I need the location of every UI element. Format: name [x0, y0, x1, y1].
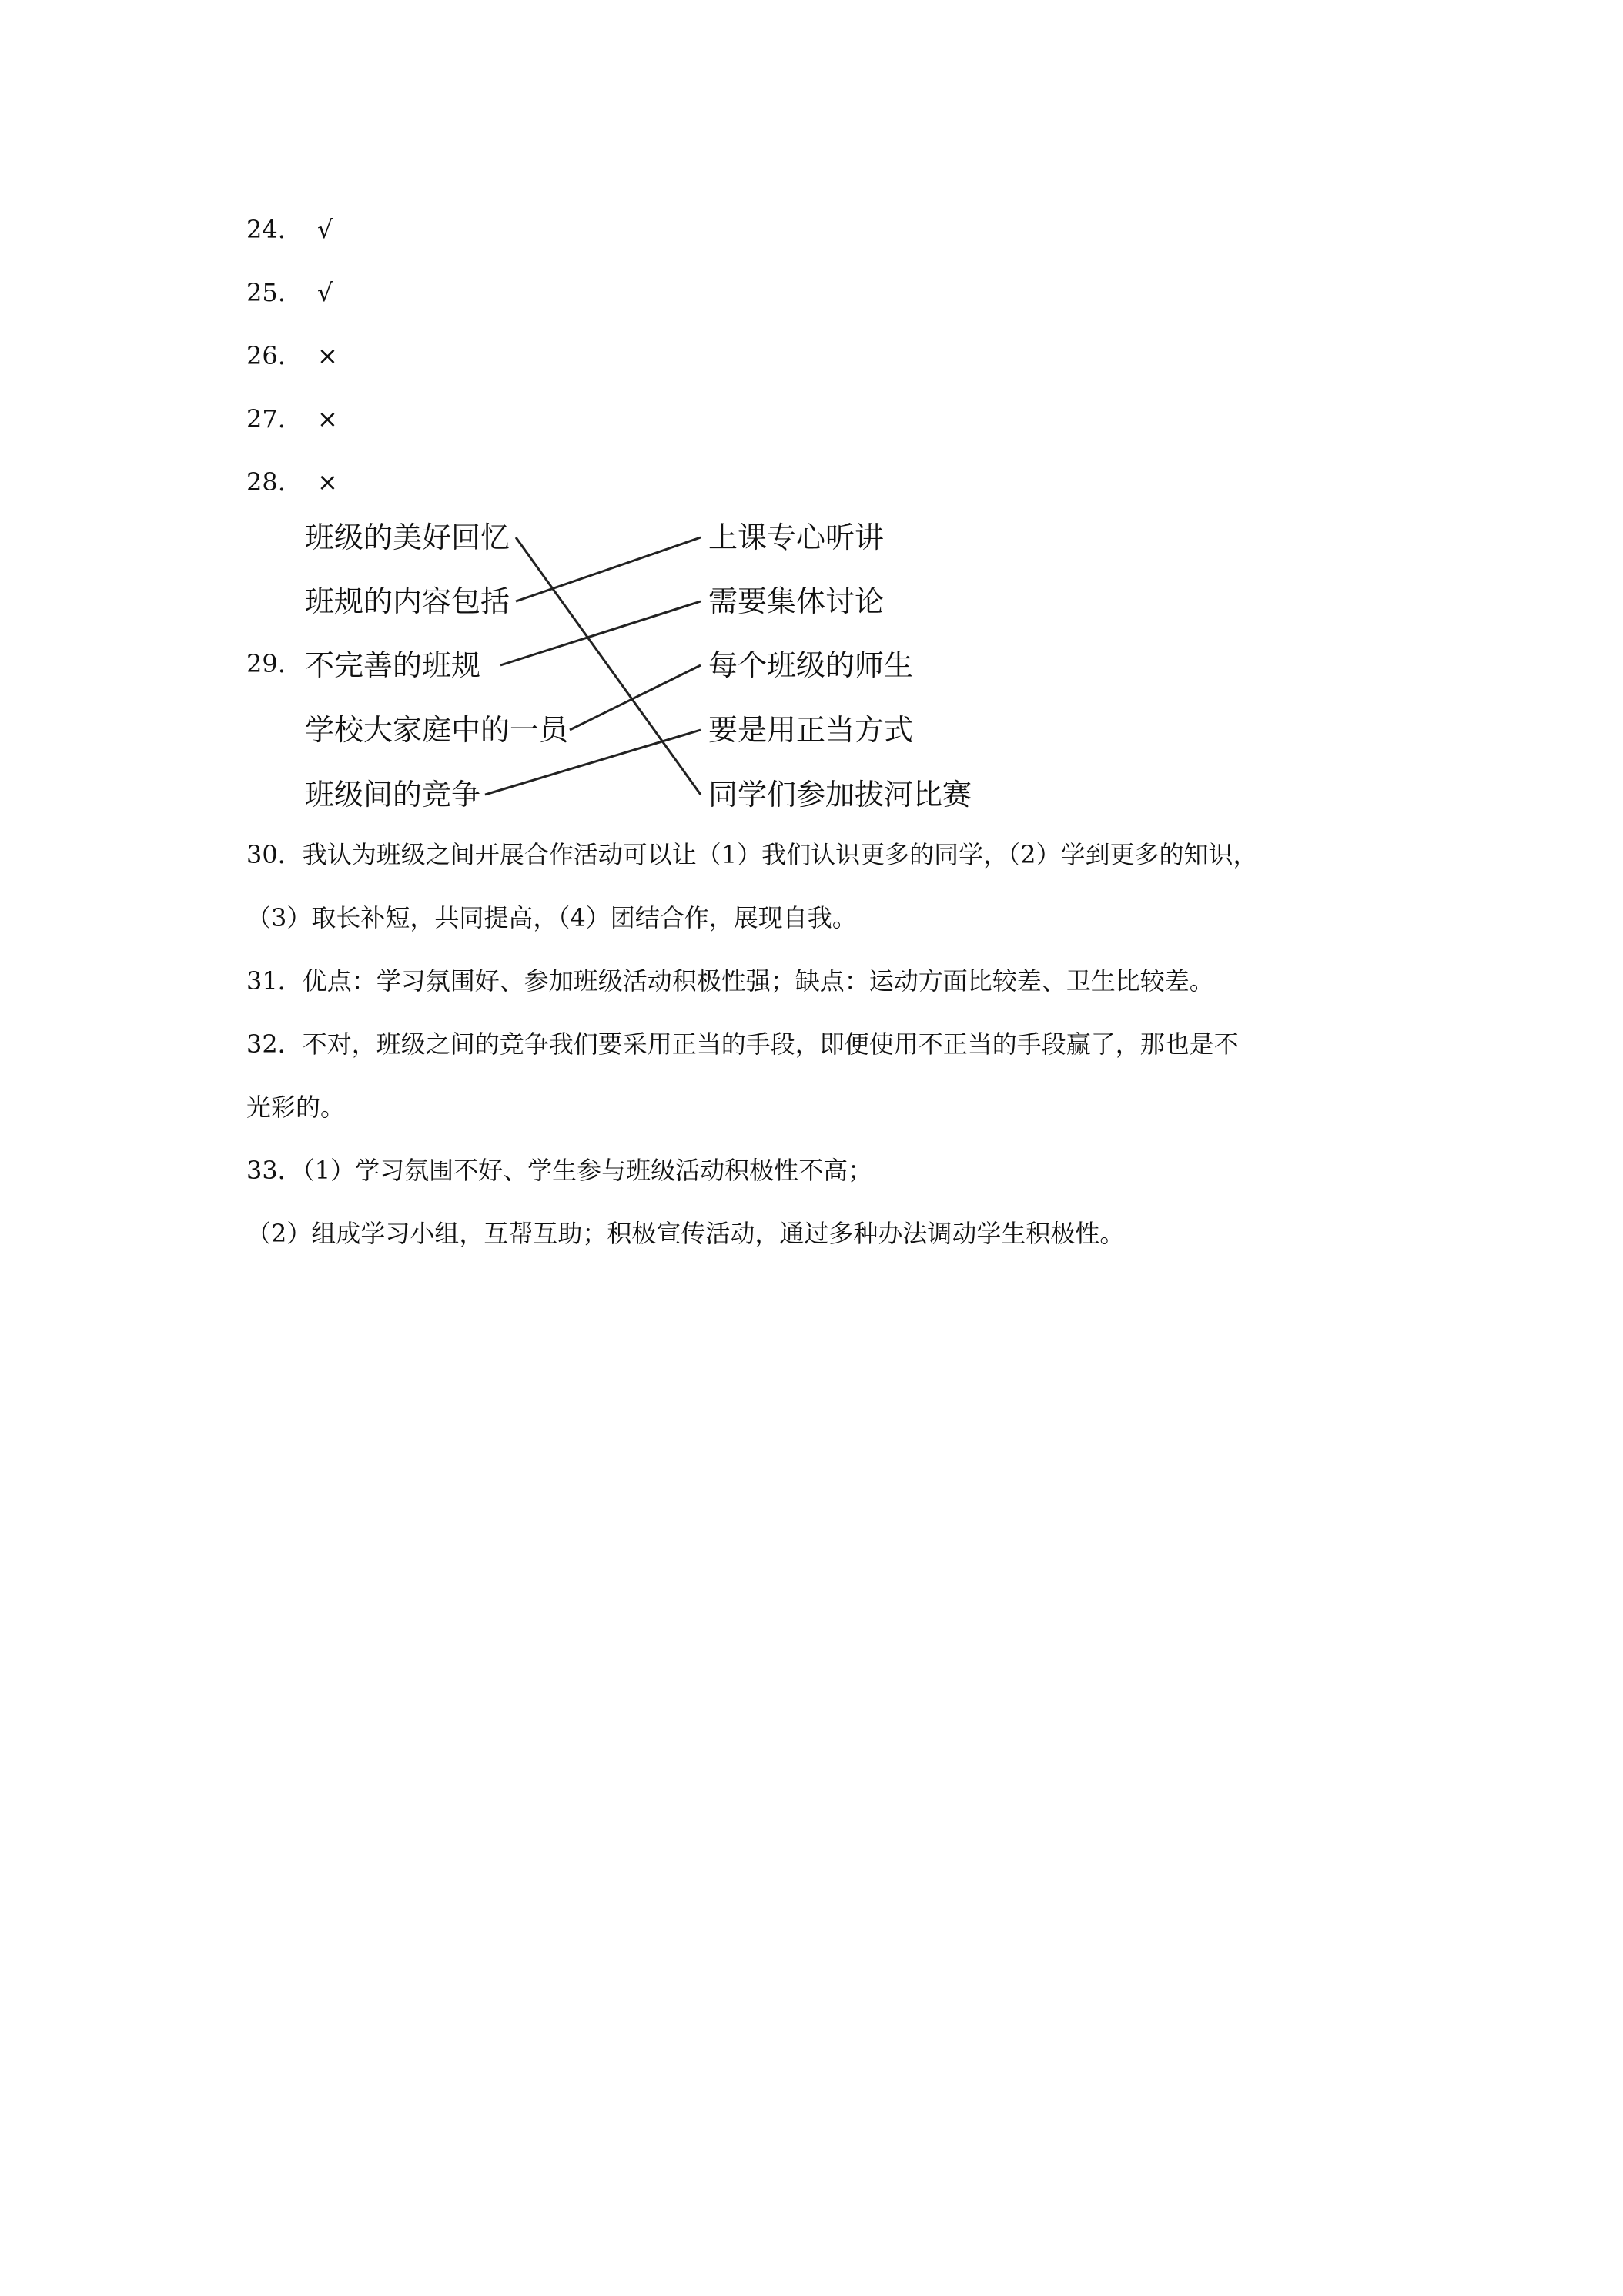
match-left-item: 班规的内容包括	[305, 584, 510, 618]
match-right-item: 上课专心听讲	[708, 520, 885, 554]
match-left-item: 班级间的竞争	[305, 778, 481, 812]
match-right-item: 同学们参加拔河比赛	[708, 778, 972, 812]
answer-24	[246, 214, 333, 245]
match-left-item: 班级的美好回忆	[305, 520, 510, 554]
match-left-item: 学校大家庭中的一员	[305, 713, 569, 747]
answer-31: 31．优点：学习氛围好、参加班级活动积极性强；缺点：运动方面比较差、卫生比较差。	[246, 966, 1214, 996]
answer-33-line-2: （2）组成学习小组，互帮互助；积极宣传活动，通过多种办法调动学生积极性。	[246, 1219, 1125, 1248]
answer-30-line-2: （3）取长补短，共同提高，（4）团结合作，展现自我。	[246, 903, 857, 932]
cross-mark: ×	[317, 341, 338, 370]
answer-25	[246, 277, 333, 308]
question-number: 24.	[246, 215, 286, 244]
match-right-item: 要是用正当方式	[708, 713, 914, 747]
answer-33-line-1: 33．（1）学习氛围不好、学生参与班级活动积极性不高；	[246, 1156, 873, 1185]
match-left-item: 不完善的班规	[305, 648, 481, 682]
cross-mark: ×	[317, 404, 338, 433]
answer-32-line-2: 光彩的。	[246, 1093, 346, 1122]
question-number: 25.	[246, 278, 286, 307]
question-number: 27.	[246, 404, 286, 433]
answer-30-line-1: 30．我认为班级之间开展合作活动可以让（1）我们认识更多的同学，（2）学到更多的知识，	[246, 840, 1258, 869]
answer-27	[246, 403, 338, 434]
answer-28	[246, 467, 338, 497]
answer-32-line-1: 32．不对，班级之间的竞争我们要采用正当的手段，即便使用不正当的手段赢了，那也是不	[246, 1029, 1239, 1059]
answer-26	[246, 340, 338, 371]
check-mark: √	[317, 215, 333, 244]
question-number: 29.	[246, 649, 286, 678]
match-right-item: 每个班级的师生	[708, 648, 914, 682]
connector-line-2	[516, 537, 701, 601]
match-right-item: 需要集体讨论	[708, 584, 885, 618]
check-mark: √	[317, 278, 333, 307]
cross-mark: ×	[317, 467, 338, 497]
matching-diagram	[246, 516, 1016, 824]
question-number: 28.	[246, 467, 286, 497]
connector-line-4	[570, 665, 701, 730]
question-number: 26.	[246, 341, 286, 370]
connector-line-1	[516, 537, 701, 795]
